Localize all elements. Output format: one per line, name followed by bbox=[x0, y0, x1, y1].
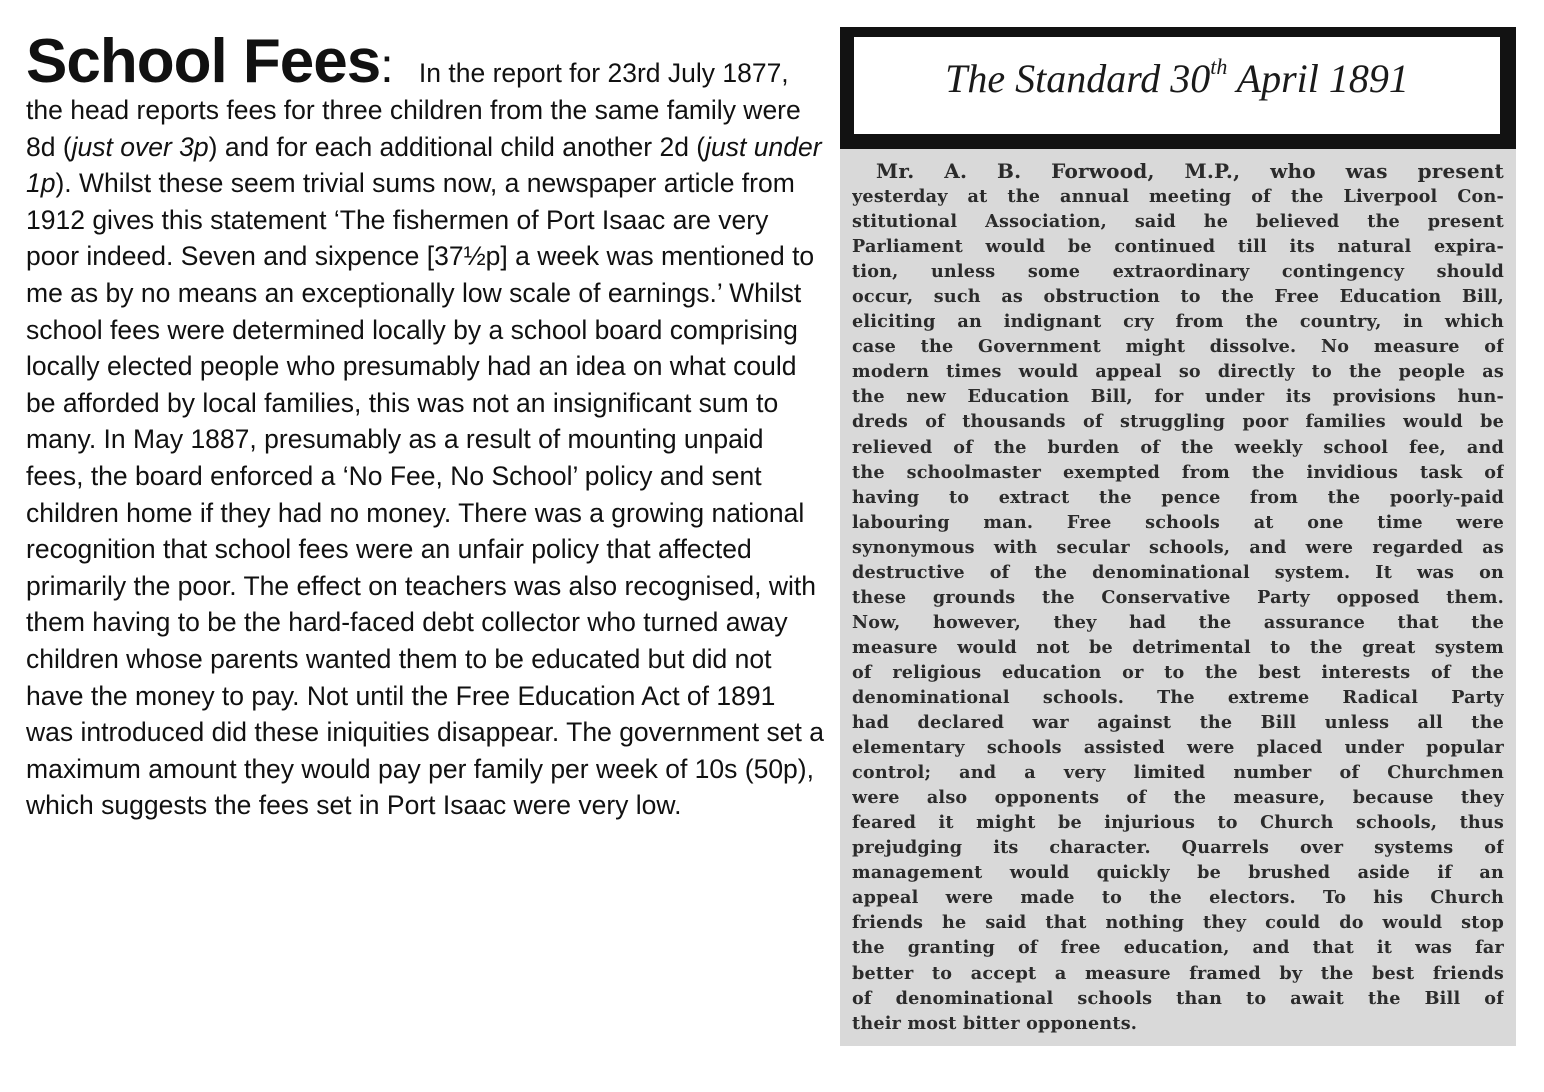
clipping-line: had declared war against the Bill unless all the bbox=[852, 712, 1504, 734]
clipping-line: elementary schools assisted were placed under popular bbox=[852, 737, 1504, 759]
newspaper-clipping-panel bbox=[840, 27, 1516, 1046]
article-text-part-1: In the report for 23rd July 1877, the head reports fees for three children from the same family were 8d ( bbox=[26, 58, 801, 162]
clipping-line: Parliament would be continued till its natural expira- bbox=[852, 236, 1504, 258]
clipping-line: friends he said that nothing they could do would stop bbox=[852, 912, 1504, 934]
clipping-line: the new Education Bill, for under its provisions hun- bbox=[852, 386, 1504, 408]
clipping-line: management would quickly be brushed aside if an bbox=[852, 862, 1504, 884]
article-text-emphasis-1: just over 3p bbox=[71, 131, 209, 162]
clipping-line: yesterday at the annual meeting of the Liverpool Con- bbox=[852, 186, 1504, 208]
clipping-line: feared it might be injurious to Church schools, thus bbox=[852, 812, 1504, 834]
clipping-line: labouring man. Free schools at one time were bbox=[852, 511, 1504, 533]
clipping-line: occur, such as obstruction to the Free Education Bill, bbox=[852, 286, 1504, 308]
clipping-line: prejudging its character. Quarrels over systems of bbox=[852, 837, 1504, 859]
clipping-line: case the Government might dissolve. No measure of bbox=[852, 336, 1504, 358]
clipping-line: the granting of free education, and that it was far bbox=[852, 937, 1504, 959]
clipping-line: these grounds the Conservative Party opposed them. bbox=[852, 586, 1504, 608]
clipping-line: synonymous with secular schools, and were regarded as bbox=[852, 536, 1504, 558]
article-column bbox=[26, 27, 826, 824]
masthead-title bbox=[945, 55, 1409, 103]
clipping-line: Now, however, they had the assurance that the bbox=[852, 611, 1504, 633]
clipping-line: destructive of the denominational system. It was on bbox=[852, 561, 1504, 583]
clipping-line: the schoolmaster exempted from the invidious task of bbox=[852, 461, 1504, 483]
clipping-line: eliciting an indignant cry from the country, in which bbox=[852, 311, 1504, 333]
masthead-title-ordinal: th bbox=[1210, 54, 1228, 79]
clipping-line: dreds of thousands of struggling poor families would be bbox=[852, 411, 1504, 433]
clipping-line: measure would not be detrimental to the great system bbox=[852, 636, 1504, 658]
article-text-emphasis-2: just under 1p bbox=[26, 131, 822, 199]
masthead-title-main: The Standard 30 bbox=[945, 56, 1211, 101]
clipping-line: Mr. A. B. Forwood, M.P., who was present bbox=[876, 159, 1504, 183]
clipping-line: control; and a very limited number of Churchmen bbox=[852, 762, 1504, 784]
article-body bbox=[26, 27, 826, 824]
masthead-box bbox=[854, 37, 1500, 134]
clipping-line: better to accept a measure framed by the best friends bbox=[852, 962, 1504, 984]
clipping-line: tion, unless some extraordinary contingency should bbox=[852, 261, 1504, 283]
article-heading: School Fees bbox=[26, 27, 381, 96]
clipping-text bbox=[846, 155, 1510, 1036]
clipping-line: denominational schools. The extreme Radical Party bbox=[852, 686, 1504, 708]
masthead-frame bbox=[840, 27, 1516, 149]
heading-colon: : bbox=[380, 40, 394, 93]
article-text-part-3: ). Whilst these seem trivial sums now, a newspaper article from 1912 gives this statement ‘The fishermen of Port Isaac are very poor indeed. Seven and sixpence [37½p] a week was mentioned to me as by no means an exceptionally low scale of earnings.’ Whilst school fees were determined locally by a school board comprising locally elected people who presumably had an idea on what could be afforded by local families, this was not an insignificant sum to many. In May 1887, presumably as a result of mounting unpaid fees, the board enforced a ‘No Fee, No School’ policy and sent children home if they had no money. There was a growing national recognition that school fees were an unfair policy that affected primarily the poor. The effect on teachers was also recognised, with them having to be the hard-faced debt collector who turned away children whose parents wanted them to be educated but did not have the money to pay. Not until the Free Education Act of 1891 was introduced did these iniquities disappear. The government set a maximum amount they would pay per family per week of 10s (50p), which suggests the fees set in Port Isaac were very low. bbox=[26, 168, 824, 821]
article-text-part-2: ) and for each additional child another 2d ( bbox=[208, 131, 706, 162]
clipping-line: of denominational schools than to await the Bill of bbox=[852, 987, 1504, 1009]
clipping-line: their most bitter opponents. bbox=[852, 1012, 1138, 1034]
clipping-line: appeal were made to the electors. To his Church bbox=[852, 887, 1504, 909]
clipping-line: stitutional Association, said he believed the present bbox=[852, 211, 1504, 233]
masthead-title-date: April 1891 bbox=[1227, 56, 1409, 101]
clipping-line: of religious education or to the best interests of the bbox=[852, 661, 1504, 683]
clipping-line: modern times would appeal so directly to the people as bbox=[852, 361, 1504, 383]
clipping-line: relieved of the burden of the weekly school fee, and bbox=[852, 436, 1504, 458]
clipping-line: were also opponents of the measure, because they bbox=[852, 787, 1504, 809]
clipping-line: having to extract the pence from the poorly-paid bbox=[852, 486, 1504, 508]
